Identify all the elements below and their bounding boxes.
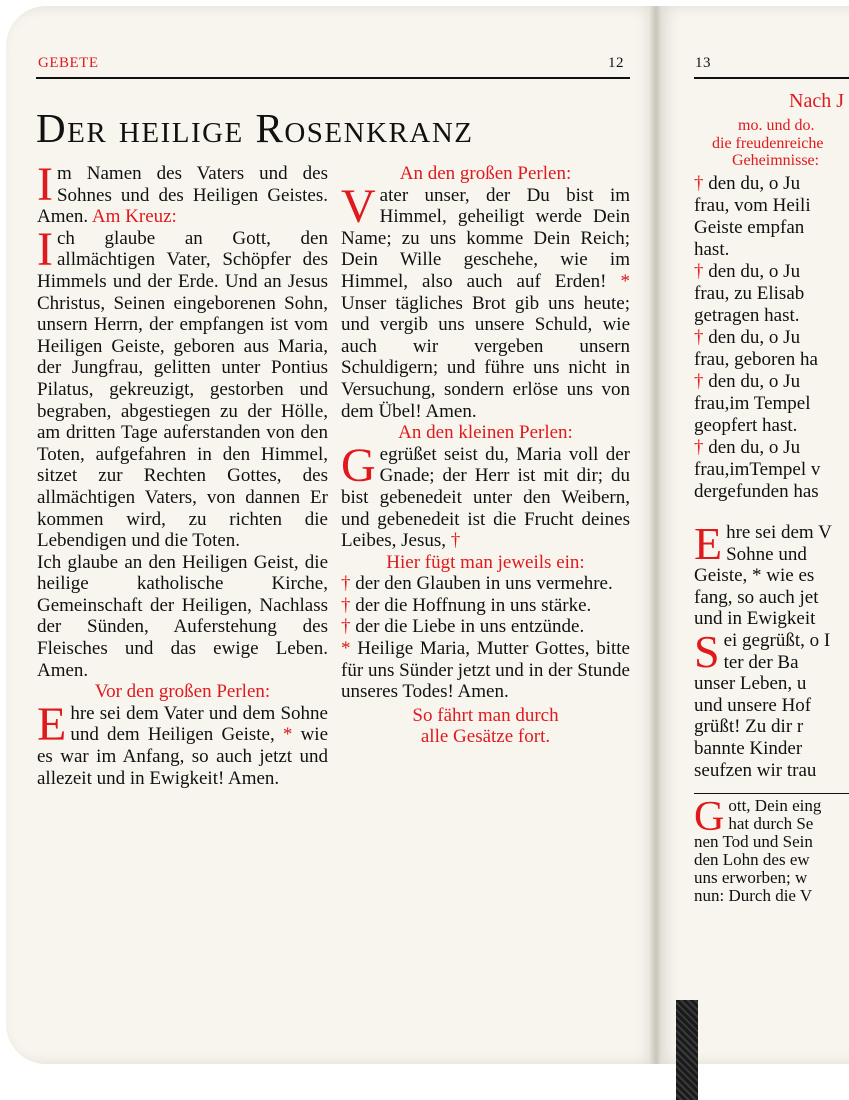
asterisk-mark: *: [341, 638, 351, 660]
header-rule-right: [694, 77, 849, 79]
page-number-left: 12: [608, 55, 624, 71]
list-item: † der den Glauben in uns vermehre.: [341, 573, 613, 595]
drop-cap: S: [694, 626, 720, 677]
pater-noster: Vater unser, der Du bist im Himmel, geheiligt werde Dein Name; zu uns komme Dein Reich; Dein Wille geschehe, wie im Himmel, also auch auf Erden! * Unser tägliches Brot gib uns heute; und vergib uns unsere Schuld, wie auch wir vergeben unsern Schuldigern; und führe uns nicht in Versuchung, sondern erlöse uns von dem Übel! Amen.: [341, 179, 630, 422]
running-head: GEBETE: [38, 55, 99, 71]
dagger-mark: †: [446, 530, 461, 552]
mystery-list: † den du, o Ju frau, vom Heili Geiste empfan hast. † den du, o Ju frau, zu Elisab getragen hast. † den du, o Ju frau, geboren ha † den du, o Ju frau,im Tempel geopfert hast. † den du, o Ju frau,imTempel v dergefunden has: [694, 173, 849, 503]
list-item: † den du, o Ju: [694, 371, 801, 392]
gloria-patri-right: E hre sei dem V Sohne und Geiste, * wie es fang, so auch jet und in Ewigkeit: [694, 518, 832, 630]
list-item: † den du, o Ju: [694, 437, 801, 458]
closing-rubric-line-2: alle Gesätze fort.: [420, 726, 551, 748]
list-item: † den du, o Ju: [694, 261, 801, 282]
mystery-insert-list: [341, 573, 630, 638]
drop-cap: E: [694, 518, 723, 569]
drop-cap: E: [37, 697, 67, 751]
bookmark-ribbon: [676, 1000, 698, 1100]
header-rule: [36, 77, 630, 79]
asterisk-mark: *: [606, 270, 630, 292]
closing-rubric-line-1: So fährt man durch: [412, 704, 559, 726]
page-number-right: 13: [695, 55, 711, 71]
mystery-heading: Nach J: [789, 90, 844, 112]
drop-cap: V: [341, 179, 376, 233]
list-item: † der die Hoffnung in uns stärke.: [341, 594, 592, 616]
rubric-an-den-kleinen-perlen: An den kleinen Perlen:: [398, 422, 573, 444]
drop-cap: G: [694, 797, 725, 840]
credo-part-2: Ich glaube an den Heiligen Geist, die heilige katholische Kirche, Gemeinschaft der Heiligen, Nachlass der Sünden, Auferstehung des Fleisches und das ewige Leben. Amen.: [37, 551, 328, 681]
salve-regina-right: S ei gegrüßt, o I ter der Ba unser Leben, u und unsere Hof grüßt! Zu dir r bannte Kinder seufzen wir trau: [694, 626, 831, 781]
drop-cap: G: [341, 438, 376, 492]
ave-maria: Gegrüßet seist du, Maria voll der Gnade; der Herr ist mit dir; du bist gebenedeit unter den Weibern, und gebenedeit ist die Frucht deines Leibes, Jesus, †: [341, 438, 630, 552]
rubric-hier-fuegt-man-ein: Hier fügt man jeweils ein:: [386, 551, 585, 573]
rubric-an-den-grossen-perlen: An den großen Perlen:: [399, 163, 572, 184]
credo-part-1: Ich glaube an Gott, den allmächtigen Vater, Schöpfer des Himmels und der Erde. Und an Jesus Christus, Seinen eingeborenen Sohn, unsern Herrn, der empfangen ist vom Heiligen Geiste, geboren aus Maria, der Jungfrau, gelitten unter Pontius Pilatus, gekreuzigt, gestorben und begraben, abgestiegen zu der Hölle, am dritten Tage auferstanden von den Toten, aufgefahren in den Himmel, sitzet zur Rechten Gottes, des allmächtigen Vaters, von dannen Er kommen wird, zu richten die Lebendigen und die Toten.: [37, 222, 328, 552]
list-item: † den du, o Ju: [694, 327, 801, 348]
sancta-maria: * Heilige Maria, Mutter Gottes, bitte für uns Sünder jetzt und in der Stunde unseres Todes! Amen.: [341, 638, 630, 703]
gloria-patri: Ehre sei dem Vater und dem Sohne und dem Heiligen Geiste, * wie es war im Anfang, so auch jetzt und allezeit und in Ewigkeit! Amen.: [37, 697, 328, 789]
asterisk-mark: *: [274, 724, 301, 746]
drop-cap: I: [37, 158, 53, 211]
left-column: [37, 158, 328, 789]
rubric-am-kreuz: Am Kreuz:: [88, 206, 177, 228]
drop-cap: I: [37, 222, 53, 276]
rubric-vor-den-grossen-perlen: Vor den großen Perlen:: [94, 681, 271, 703]
right-column: [341, 163, 630, 748]
list-item: † der die Liebe in uns entzünde.: [341, 616, 585, 638]
divider: [694, 793, 849, 794]
book-spine: [650, 6, 662, 1064]
oratio-block: G ott, Dein eing hat durch Se nen Tod und Sein den Lohn des ew uns erworben; w nun: Durch die V: [694, 797, 822, 905]
list-item: † den du, o Ju: [694, 173, 801, 194]
opening-prayer: Im Namen des Vaters und des Sohnes und des Heiligen Geistes. Amen. Am Kreuz:: [37, 158, 328, 228]
right-page-text: Nach J mo. und do. die freudenreiche Geheimnisse: † den du, o Ju frau, vom Heili Geiste empfan hast. † den du, o Ju frau, zu Elisab getragen hast. † den du, o Ju frau, geboren ha † den du, o Ju frau,im Tempel geopfert hast. † den du, o Ju frau,imTempel v dergefunden has E hre sei dem V Sohne und Geiste, * wie es fang, so auch jet und in Ewigkeit S ei gegrüßt, o I ter der Ba unser Leben, u und unsere Hof grüßt! Zu dir r bannte Kinder seufzen wir trau: [694, 90, 849, 810]
page-title: Der heilige Rosenkranz: [36, 105, 474, 151]
